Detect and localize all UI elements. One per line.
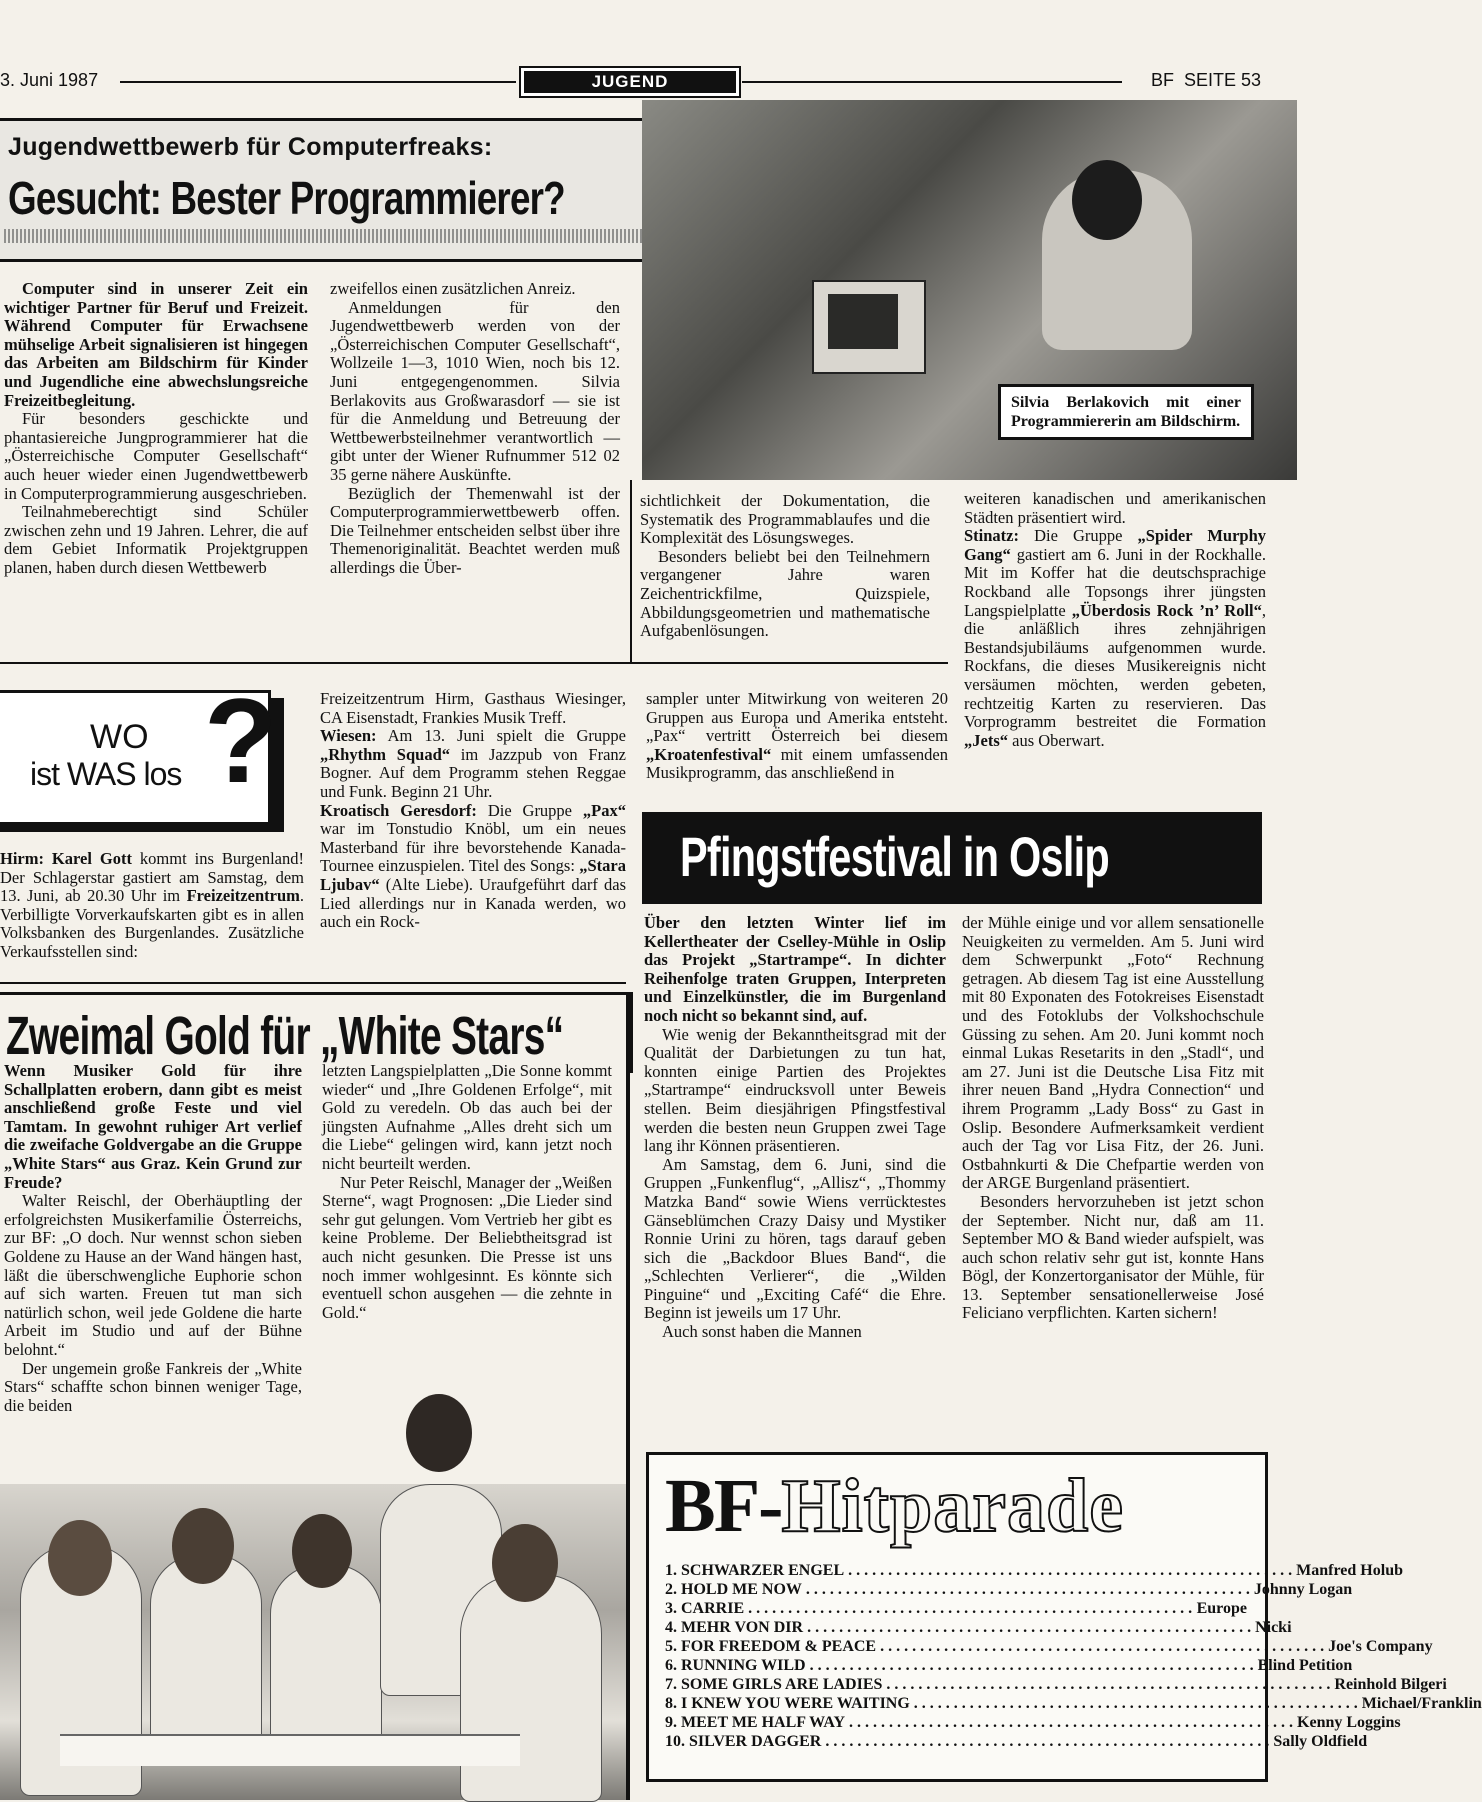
hitparade-entry: [665, 1694, 1482, 1713]
paragraph: letzten Langspielplatten „Die Sonne kommt wieder“ und „Ihre Goldenen Erfolge“, mit Gold zu veredeln. Ob das auch bei der jüngsten Aufnahme „Alles dreht sich um die Liebe“ gelingen wird, kann jetzt noch nicht beurteilt werden.: [322, 1061, 612, 1173]
header-rule-left: [120, 81, 516, 83]
gold-col1: [4, 1062, 302, 1415]
hit-artist: Europe: [1196, 1600, 1247, 1617]
hitparade-title-bf: BF-: [665, 1464, 782, 1548]
hit-title: 6. RUNNING WILD: [665, 1657, 806, 1674]
hitparade-list: [665, 1561, 1482, 1751]
wo-logo-line2: ist WAS los: [30, 756, 182, 792]
article1-bottom-rule: [0, 662, 948, 664]
dot-leader: . . . . . . . . . . . . . . . . . . . . . . . . . . . . . . . . . . . . . . . . . . . . . . . . . . . . . . . .: [886, 1676, 1331, 1693]
hitparade-entry: [665, 1675, 1447, 1694]
photo-caption: Silvia Berlakovich mit einer Programmiererin am Bildschirm.: [998, 384, 1254, 440]
pfingst-col2: [962, 914, 1264, 1323]
paragraph: Teilnahmeberechtigt sind Schüler zwischen zehn und 19 Jahren. Lehrer, die auf dem Gebiet Informatik Projektgruppen planen, haben durch diesen Wettbewerb: [4, 502, 308, 577]
table-shape: [60, 1734, 520, 1766]
headline-computer: Gesucht: Bester Programmierer?: [8, 172, 565, 224]
hit-title: 2. HOLD ME NOW: [665, 1581, 802, 1598]
section-label-box: [519, 66, 741, 98]
hitparade-entry: [665, 1580, 1353, 1599]
hit-artist: Johnny Logan: [1253, 1581, 1353, 1598]
hit-artist: Blind Petition: [1257, 1657, 1353, 1674]
hit-title: 4. MEHR VON DIR: [665, 1619, 804, 1636]
event-place: Stinatz:: [964, 526, 1019, 546]
article1-col3: [640, 492, 930, 641]
person-head: [172, 1508, 234, 1584]
dot-leader: . . . . . . . . . . . . . . . . . . . . . . . . . . . . . . . . . . . . . . . . . . . . . . . . . . . . . . . .: [807, 1619, 1252, 1636]
paragraph: Wie wenig der Bekanntheitsgrad mit der Qualität der Darbietungen zu tun hat, konnten einige Partien des Projektes „Startrampe“ eindrucksvoll unter Beweis stellen. Beim diesjährigen Pfingstfestival werden die besten neun Gruppen zwei Tage lang ihr Können präsentieren.: [644, 1024, 946, 1156]
paragraph: Am Samstag, dem 6. Juni, sind die Gruppen „Funkenflug“, „Allisz“, „Thommy Matzka Band“ sowie Wiens verrücktestes Gänseblümchen Crazy Daisy und Mystiker Ronnie Urini zu hören, tags darauf geben sich die „Backdoor Blues Band“, die „Schlechten Verlierer“, die „Wilden Pinguine“ und „Exciting Café“ die Ehre. Beginn ist jeweils um 17 Uhr.: [644, 1154, 946, 1323]
hit-title: 9. MEET ME HALF WAY: [665, 1714, 846, 1731]
hitparade-entry: [665, 1599, 1247, 1618]
dot-leader: . . . . . . . . . . . . . . . . . . . . . . . . . . . . . . . . . . . . . . . . . . . . . . . . . . . . . . . .: [805, 1581, 1250, 1598]
hitparade-entry: [665, 1618, 1292, 1637]
dot-leader: . . . . . . . . . . . . . . . . . . . . . . . . . . . . . . . . . . . . . . . . . . . . . . . . . . . . . . . .: [825, 1733, 1270, 1750]
person-head: [1072, 160, 1142, 240]
dot-leader: . . . . . . . . . . . . . . . . . . . . . . . . . . . . . . . . . . . . . . . . . . . . . . . . . . . . . . . .: [849, 1714, 1294, 1731]
hit-title: 5. FOR FREEDOM & PEACE: [665, 1638, 877, 1655]
hit-artist: Manfred Holub: [1296, 1562, 1403, 1579]
wo-logo-line1: WO: [90, 718, 149, 756]
paragraph: Nur Peter Reischl, Manager der „Weißen Sterne“, wagt Prognosen: „Die Lieder sind sehr gut gelungen. Vom Vertrieb her gibt es keine Probleme. Der Beliebtheitsgrad ist auch nicht gesunken. Die Presse ist uns noch immer wohlgesinnt. Es könnte sich eventuell schon ausgehen — die zehnte in Gold.“: [322, 1172, 612, 1322]
hitparade-box: [646, 1452, 1482, 1782]
event-place: Hirm: Karel Gott: [0, 849, 132, 868]
hit-title: 7. SOME GIRLS ARE LADIES: [665, 1676, 883, 1693]
person-head: [48, 1520, 112, 1596]
paragraph: Walter Reischl, der Oberhäuptling der erfolgreichsten Musikerfamilie Österreichs, zur BF: „O doch. Nur wennst schon sieben Goldene zu Hause an der Wand hängen hast, läßt die überschwengliche Euphorie schon auf sich warten. Freuen tut man sich natürlich schon, weil jede Goldene die harte Arbeit im Studio und auf der Bühne belohnt.“: [4, 1191, 302, 1359]
header-rule-right: [742, 81, 1122, 83]
hitparade-entry: [665, 1637, 1433, 1656]
person-shape: [460, 1574, 602, 1802]
hit-title: 8. I KNEW YOU WERE WAITING: [665, 1695, 910, 1712]
lead-paragraph: Wenn Musiker Gold für ihre Schallplatten erobern, dann gibt es meist anschließend große Feste und viel Tamtam. In gewohnt ruhiger Art verlief die zweifache Goldvergabe an die Gruppe „White Stars“ aus Graz. Kein Grund zur Freude?: [4, 1061, 302, 1192]
person-head: [406, 1394, 472, 1472]
gold-col2: [322, 1062, 612, 1322]
lead-paragraph: Computer sind in unserer Zeit ein wichtiger Partner für Beruf und Freizeit. Während Computer für Erwachsene mühselige Arbeit signalisieren ist hingegen das Arbeiten am Bildschirm für Kinder und Jugendliche eine abwechslungsreiche Freizeitbegleitung.: [4, 279, 308, 410]
paragraph: Besonders hervorzuheben ist jetzt schon der September. Nicht nur, daß am 11. September MO & Band wieder aufspielt, was auch schon relativ sehr gut ist, konnte Hans Bögl, der Konzertorganisator der Mühle, für 13. September sensationellerweise José Feliciano verpflichten. Karten sichern!: [962, 1191, 1264, 1323]
header-date: 3. Juni 1987: [0, 70, 99, 90]
hitparade-entry: [665, 1561, 1403, 1580]
pfingst-headline-bar: [642, 812, 1262, 904]
person-head: [292, 1514, 352, 1588]
event-place: Wiesen:: [320, 726, 377, 746]
hit-artist: Nicki: [1255, 1619, 1292, 1636]
hit-artist: Sally Oldfield: [1273, 1733, 1368, 1750]
hit-artist: Joe's Company: [1328, 1638, 1433, 1655]
hitparade-entry: [665, 1732, 1368, 1751]
person-head: [492, 1524, 558, 1602]
paragraph: Besonders beliebt bei den Teilnehmern vergangener Jahre waren Zeichentrickfilme, Quizspiele, Abbildungsgeometrien und mathematische Aufgabenlösungen.: [640, 546, 930, 641]
hit-title: 3. CARRIE: [665, 1600, 745, 1617]
paragraph: Auch sonst haben die Mannen: [662, 1322, 862, 1342]
dot-leader: . . . . . . . . . . . . . . . . . . . . . . . . . . . . . . . . . . . . . . . . . . . . . . . . . . . . . . . .: [748, 1600, 1193, 1617]
wo-logo: [0, 674, 292, 830]
header-page-number: BF SEITE 53: [1150, 70, 1261, 90]
section-label: JUGEND: [591, 72, 669, 91]
hit-artist: Reinhold Bilgeri: [1334, 1676, 1447, 1693]
article1-col2: [330, 280, 620, 578]
headline-box: [0, 118, 717, 262]
dot-leader: . . . . . . . . . . . . . . . . . . . . . . . . . . . . . . . . . . . . . . . . . . . . . . . . . . . . . . . .: [848, 1562, 1293, 1579]
wo-col4: weiteren kanadischen und amerikanischen Städten präsentiert wird. Stinatz: Die Gruppe „Spider Murphy Gang“ gastiert am 6. Juni in der Rockhalle. Mit im Koffer hat die deutschsprachige Rockband alle Topsongs ihrer jüngsten Langspielplatte „Überdosis Rock ’n’ Roll“, die anläßlich ihres zehnjährigen Bestandsjubiläums aufgenommen wurde. Rockfans, die dieses Musikereignis nicht versäumen möchten, werden gebeten, rechtzeitig Karten zu reservieren. Das Vorprogramm bestreitet die Formation „Jets“ aus Oberwart.: [964, 489, 1266, 750]
pfingst-col1: [644, 914, 946, 1342]
headline-pfingst: Pfingstfestival in Oslip: [680, 825, 1109, 888]
hit-title: 10. SILVER DAGGER: [665, 1733, 822, 1750]
hitparade-title: [665, 1463, 1124, 1550]
paragraph: Der ungemein große Fankreis der „White Stars“ schaffte schon binnen weniger Tage, die beiden: [4, 1358, 302, 1415]
hitparade-entry: [665, 1656, 1353, 1675]
article1-col1: [4, 280, 308, 578]
lead-paragraph: Über den letzten Winter lief im Kellertheater der Cselley-Mühle in Oslip das Projekt „Startrampe“. In dichter Reihenfolge traten Gruppen, Interpreten und Einzelkünstler, die im Burgenland noch nicht so bekannt sind, auf.: [644, 913, 946, 1025]
dot-leader: . . . . . . . . . . . . . . . . . . . . . . . . . . . . . . . . . . . . . . . . . . . . . . . . . . . . . . . .: [880, 1638, 1325, 1655]
hitparade-title-text: Hitparade: [781, 1464, 1124, 1548]
hit-artist: Michael/Franklin: [1361, 1695, 1482, 1712]
events-bottom-rule: [0, 982, 626, 984]
paragraph: Für besonders geschickte und phantasiereiche Jungprogrammierer hat die „Österreichische Computer Gesellschaft“ auch heuer wieder einen Jugendwettbewerb in Computerprogrammierung ausgeschrieben.: [4, 409, 308, 503]
dot-leader: . . . . . . . . . . . . . . . . . . . . . . . . . . . . . . . . . . . . . . . . . . . . . . . . . . . . . . . .: [809, 1657, 1254, 1674]
computer-photo: [642, 100, 1297, 480]
hit-artist: Kenny Loggins: [1297, 1714, 1401, 1731]
event-place: Kroatisch Geresdorf:: [320, 800, 477, 820]
paragraph: sichtlichkeit der Dokumentation, die Systematik des Programmablaufes und die Komplexität des Lösungsweges.: [640, 491, 930, 548]
paragraph: Anmeldungen für den Jugendwettbewerb werden von der „Österreichischen Computer Gesellschaft“, Wollzeile 1—3, 1010 Wien, noch bis 12. Juni entgegengenommen. Silvia Berlakovits aus Großwarasdorf — sie ist für die Anmeldung und Betreuung der Wettbewerbsteilnehmer verantwortlich — gibt unter der Wiener Rufnummer 512 02 35 gerne nähere Auskünfte.: [330, 297, 620, 484]
monitor-screen: [828, 294, 898, 349]
band-photo: [0, 1484, 626, 1800]
wo-col2: Freizeitzentrum Hirm, Gasthaus Wiesinger, CA Eisenstadt, Frankies Musik Treff. Wiesen: Am 13. Juni spielt die Gruppe „Rhythm Squad“ im Jazzpub von Franz Bogner. Auf dem Programm stehen Reggae und Funk. Beginn 21 Uhr. Kroatisch Geresdorf: Die Gruppe „Pax“ war im Tonstudio Knöbl, um ein neues Masterband für ihre bevorstehende Kanada-Tournee einzuspielen. Titel des Songs: „Stara Ljubav“ (Alte Liebe). Uraufgeführt darf das Lied allerdings nur in Kanada werden, wo auch ein Rock-: [320, 689, 626, 932]
paragraph: der Mühle einige und vor allem sensationelle Neuigkeiten zu vermelden. Am 5. Juni wird dem Schwerpunkt „Foto“ Rechnung getragen. Ab diesem Tag ist eine Ausstellung mit 80 Exponaten des Fotokreises Eisenstadt und des Fotoklubs der Volkshochschule Güssing zu sehen. Am 20. Juni kommt noch einmal Lukas Resetarits in den „Stadl“, und am 27. Juni ist die Deutsche Lisa Fitz mit ihrer neuen Band „Hydra Connection“ und ihrem Programm „Lady Boss“ zu Gast in Oslip. Besondere Aufmerksamkeit verdient auch der Tag vor Lisa Fitz, der 26. Juni. Ostbahnkurti & Die Chefpartie werden von der ARGE Burgenland präsentiert.: [962, 913, 1264, 1193]
article-gold: [0, 992, 632, 1800]
person-shape: [150, 1554, 262, 1756]
dot-leader: . . . . . . . . . . . . . . . . . . . . . . . . . . . . . . . . . . . . . . . . . . . . . . . . . . . . . . . .: [913, 1695, 1358, 1712]
hitparade-entry: [665, 1713, 1401, 1732]
wo-col3: sampler unter Mitwirkung von weiteren 20 Gruppen aus Europa und Amerika entsteht. „Pax“ vertritt Österreich bei diesem „Kroatenfestival“ mit einem umfassenden Musikprogramm, das anschließend in: [646, 689, 948, 783]
headline-gold: Zweimal Gold für „White Stars“: [6, 1006, 564, 1066]
kicker: Jugendwettbewerb für Computerfreaks:: [8, 133, 493, 161]
wo-col1: Hirm: Karel Gott kommt ins Burgenland! Der Schlagerstar gastiert am Samstag, dem 13. Juni, ab 20.30 Uhr im Freizeitzentrum. Verbilligte Vorverkaufskarten gibt es in allen Volksbanken des Burgenlandes. Zusätzliche Verkaufsstellen sind:: [0, 849, 304, 961]
page-header: [0, 62, 1297, 92]
paragraph: zweifellos einen zusätzlichen Anreiz.: [330, 279, 576, 298]
paragraph: Bezüglich der Themenwahl ist der Computerprogrammierwettbewerb offen. Die Teilnehmer entscheiden selbst über ihre Themenoriginalität. Beachtet werden muß allerdings die Über-: [330, 483, 620, 577]
hit-title: 1. SCHWARZER ENGEL: [665, 1562, 845, 1579]
question-mark-icon: ?: [204, 674, 278, 808]
